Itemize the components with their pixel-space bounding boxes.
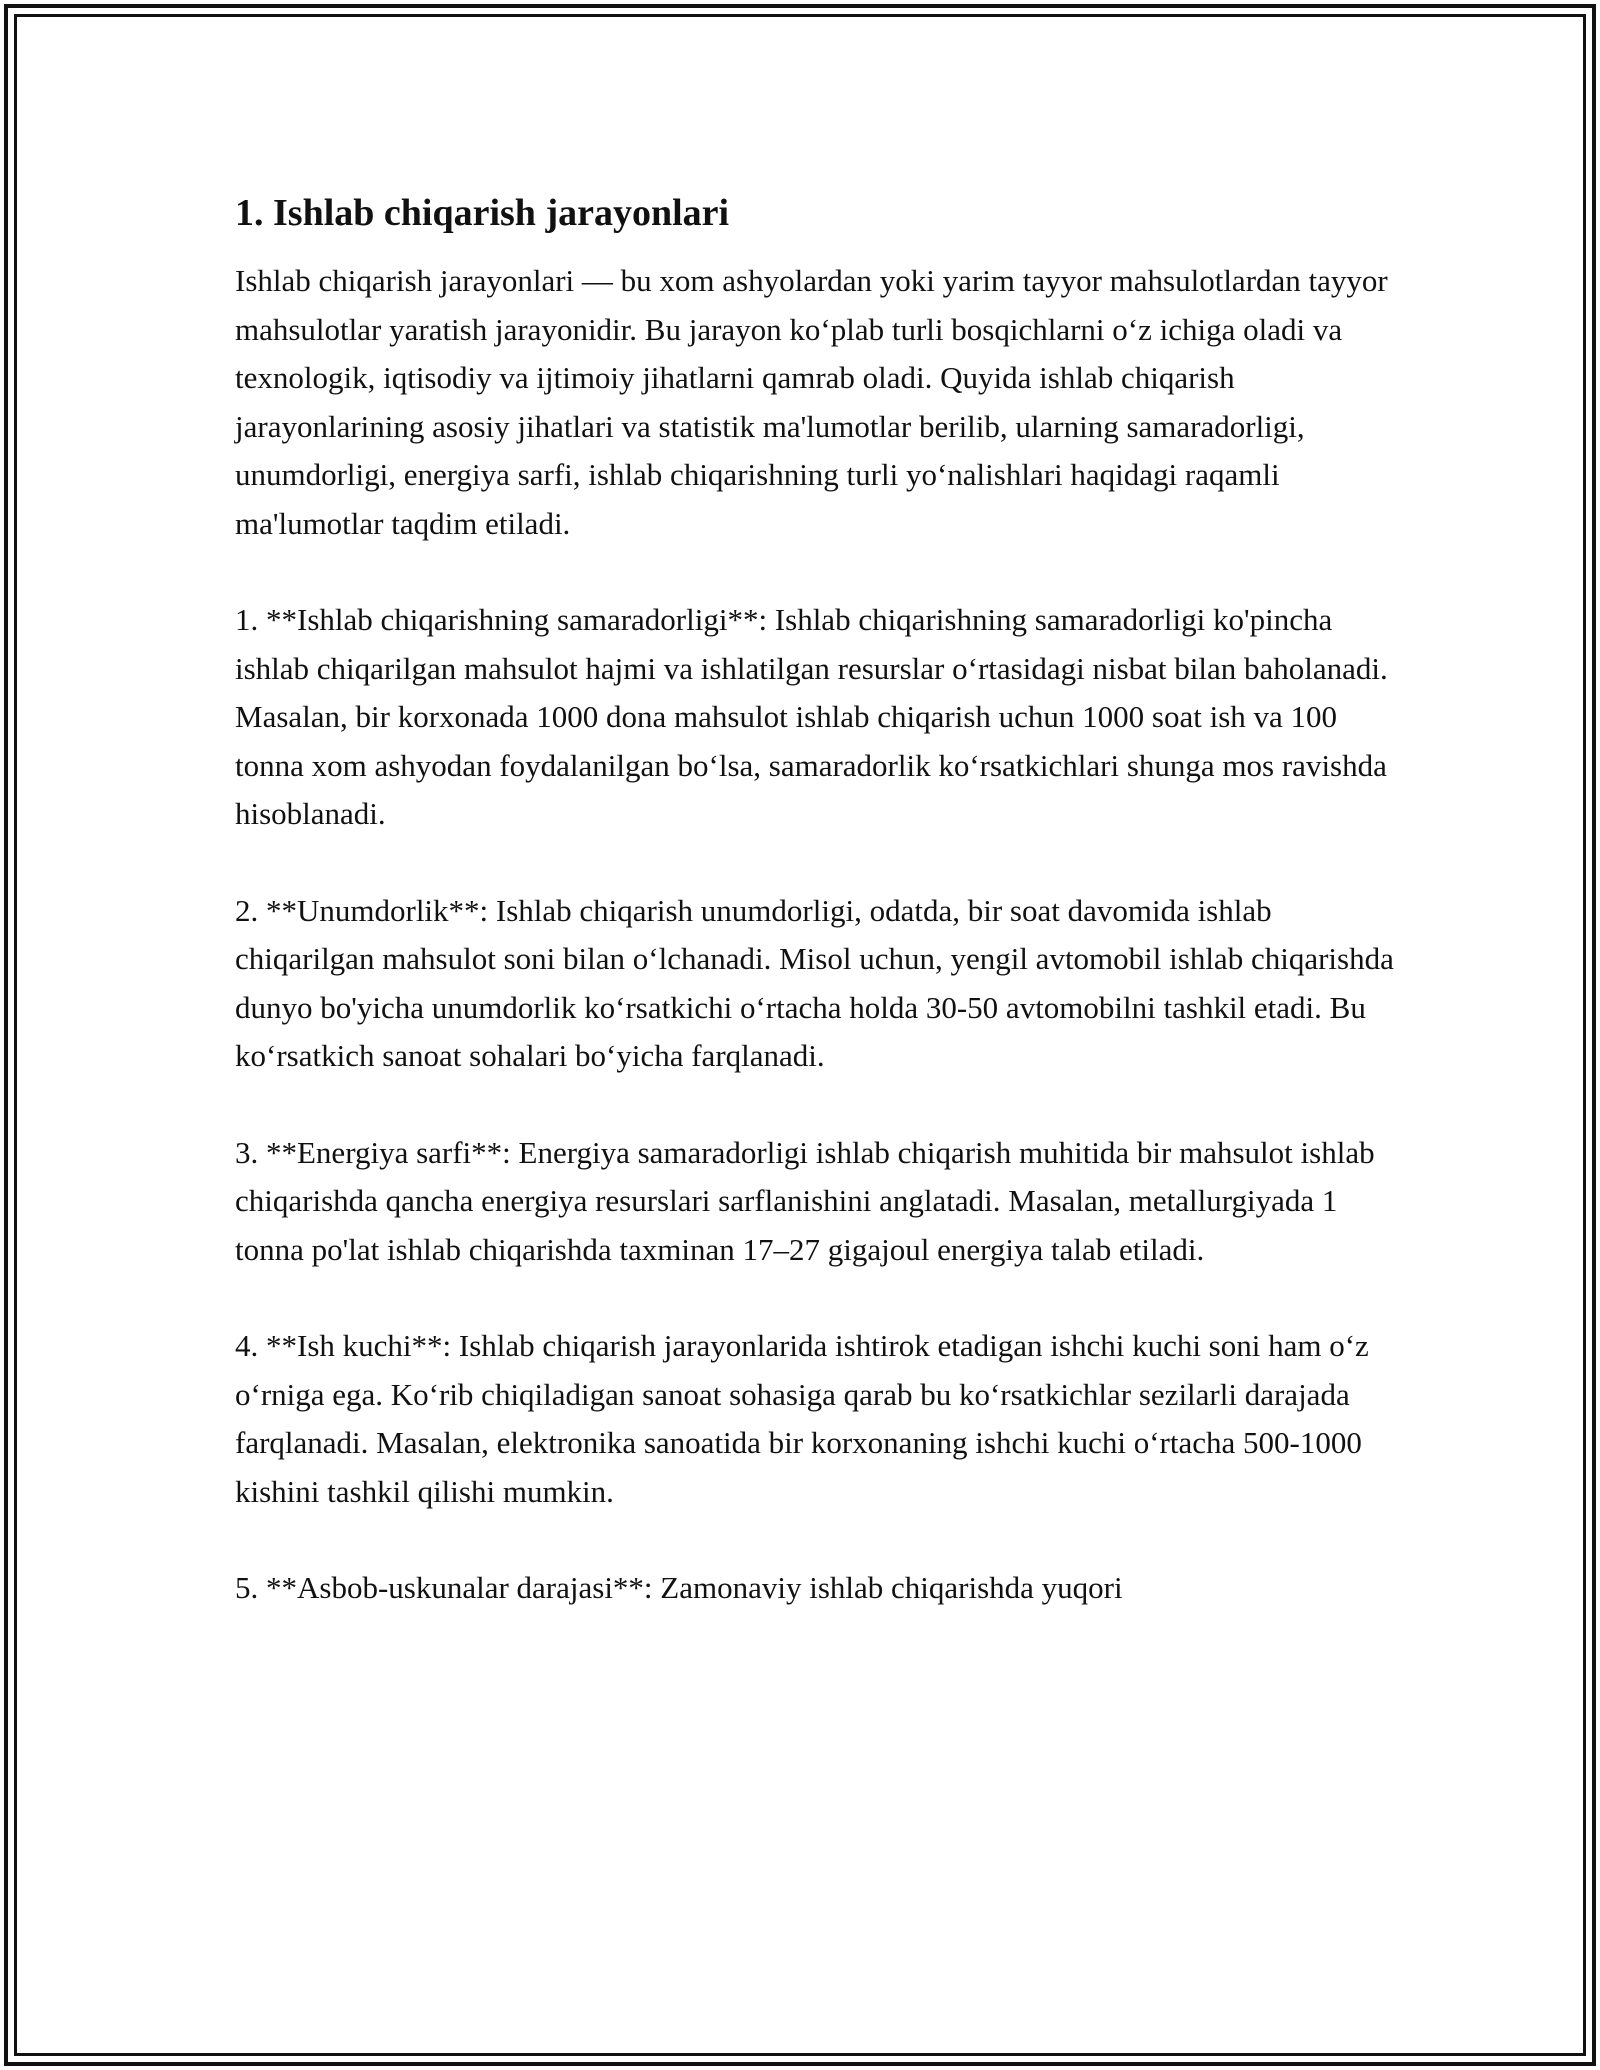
list-item-equipment: 5. **Asbob-uskunalar darajasi**: Zamonaviy ishlab chiqarishda yuqori <box>235 1570 1123 1605</box>
section-heading: 1. Ishlab chiqarish jarayonlari <box>235 192 730 234</box>
document-body <box>235 188 1395 1661</box>
intro-paragraph: Ishlab chiqarish jarayonlari — bu xom ashyolardan yoki yarim tayyor mahsulotlardan tayyor mahsulotlar yaratish jarayonidir. Bu jarayon ko‘plab turli bosqichlarni o‘z ichiga oladi va texnologik, iqtisodiy va ijtimoiy jihatlarni qamrab oladi. Quyida ishlab chiqarish jarayonlarining asosiy jihatlari va statistik ma'lumotlar berilib, ularning samaradorligi, unumdorligi, energiya sarfi, ishlab chiqarishning turli yo‘nalishlari haqidagi raqamli ma'lumotlar taqdim etiladi. <box>235 263 1388 541</box>
list-item-energy: 3. **Energiya sarfi**: Energiya samaradorligi ishlab chiqarish muhitida bir mahsulot ishlab chiqarishda qancha energiya resurslari sarflanishini anglatadi. Masalan, metallurgiyada 1 tonna po'lat ishlab chiqarishda taxminan 17–27 gigajoul energiya talab etiladi. <box>235 1134 1375 1267</box>
list-item-efficiency: 1. **Ishlab chiqarishning samaradorligi**: Ishlab chiqarishning samaradorligi ko'pincha ishlab chiqarilgan mahsulot hajmi va ishlatilgan resurslar o‘rtasidagi nisbat bilan baholanadi. Masalan, bir korxonada 1000 dona mahsulot ishlab chiqarish uchun 1000 soat ish va 100 tonna xom ashyodan foydalanilgan bo‘lsa, samaradorlik ko‘rsatkichlari shunga mos ravishda hisoblanadi. <box>235 602 1388 831</box>
list-item-workforce: 4. **Ish kuchi**: Ishlab chiqarish jarayonlarida ishtirok etadigan ishchi kuchi soni ham o‘z o‘rniga ega. Ko‘rib chiqiladigan sanoat sohasiga qarab bu ko‘rsatkichlar sezilarli darajada farqlanadi. Masalan, elektronika sanoatida bir korxonaning ishchi kuchi o‘rtacha 500-1000 kishini tashkil qilishi mumkin. <box>235 1328 1369 1509</box>
list-item-productivity: 2. **Unumdorlik**: Ishlab chiqarish unumdorligi, odatda, bir soat davomida ishlab chiqarilgan mahsulot soni bilan o‘lchanadi. Misol uchun, yengil avtomobil ishlab chiqarishda dunyo bo'yicha unumdorlik ko‘rsatkichi o‘rtacha holda 30-50 avtomobilni tashkil etadi. Bu ko‘rsatkich sanoat sohalari bo‘yicha farqlanadi. <box>235 892 1394 1073</box>
